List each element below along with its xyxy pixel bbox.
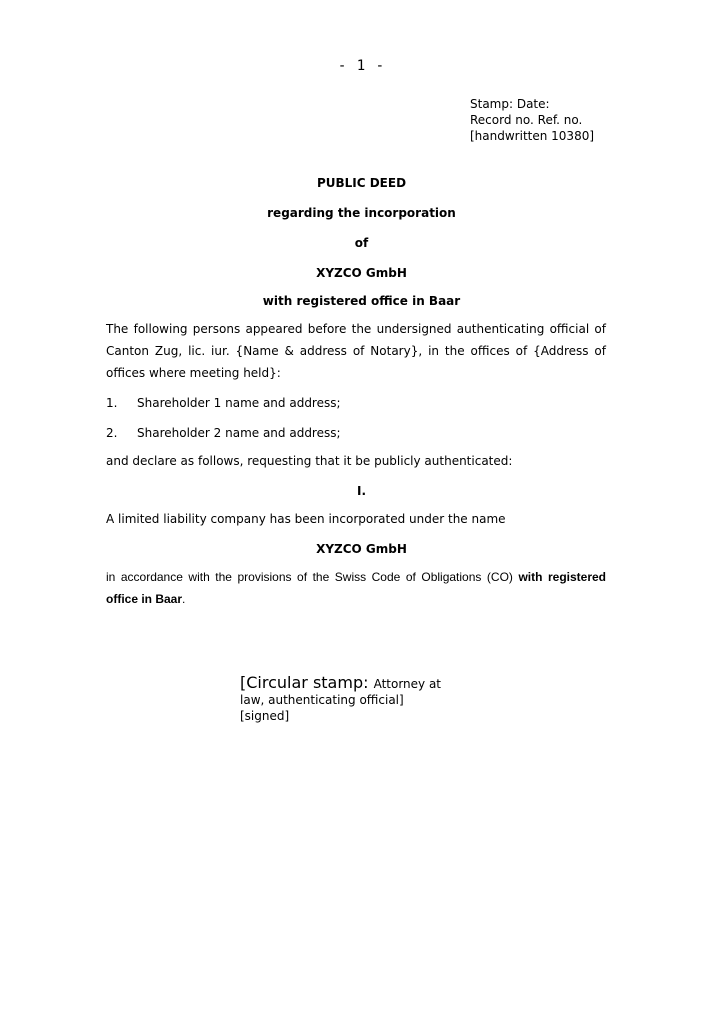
- stamp-block: [470, 96, 594, 144]
- deed-of: of: [354, 236, 369, 250]
- page-number: - 1 -: [337, 58, 386, 74]
- provisions-text: in accordance with the provisions of the Swiss Code of Obligations (CO): [106, 570, 519, 584]
- section-numeral: I.: [356, 484, 367, 498]
- signature-stamp-large: [Circular stamp:: [240, 673, 374, 692]
- list-text: Shareholder 2 name and address;: [137, 426, 341, 440]
- stamp-line-record: Record no. Ref. no.: [470, 113, 583, 127]
- company-name: XYZCO GmbH: [316, 542, 407, 556]
- deed-company: XYZCO GmbH: [316, 266, 407, 280]
- signature-line3: [signed]: [240, 709, 290, 723]
- signature-block: [240, 675, 441, 724]
- declaration-paragraph: and declare as follows, requesting that it be publicly authenticated:: [106, 454, 513, 468]
- incorporation-paragraph: A limited liability company has been incorporated under the name: [106, 512, 506, 526]
- deed-office: with registered office in Baar: [262, 294, 461, 308]
- list-number: 1.: [106, 396, 118, 410]
- deed-subtitle: regarding the incorporation: [267, 206, 456, 220]
- list-item: [106, 396, 341, 410]
- intro-paragraph: The following persons appeared before the undersigned authenticating official of Canton Zug, lic. iur. {Name & address of Notary}, in the offices of {Address of offices where meeting held}:: [106, 322, 606, 380]
- provisions-end: .: [182, 592, 186, 606]
- deed-title: PUBLIC DEED: [316, 176, 407, 190]
- list-text: Shareholder 1 name and address;: [137, 396, 341, 410]
- provisions-bold: with registered office in Baar: [106, 570, 606, 606]
- stamp-line-handwritten: [handwritten 10380]: [470, 129, 595, 143]
- list-item: [106, 426, 341, 440]
- provisions-paragraph: [106, 566, 606, 610]
- signature-line2: law, authenticating official]: [240, 693, 404, 707]
- stamp-line-date: Stamp: Date:: [470, 97, 550, 111]
- list-number: 2.: [106, 426, 118, 440]
- signature-stamp-rest: Attorney at: [373, 677, 442, 691]
